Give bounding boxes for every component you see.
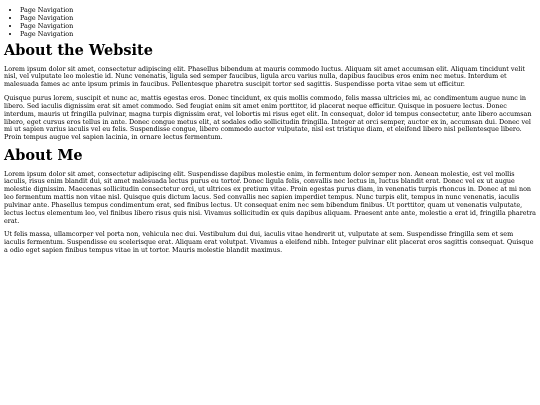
- nav-link-3[interactable]: Page Navigation: [20, 22, 74, 30]
- nav-link-2[interactable]: Page Navigation: [20, 14, 74, 22]
- about-website-section: [4, 43, 536, 142]
- about-me-section: [4, 148, 536, 255]
- about-me-paragraph-2: Ut felis massa, ullamcorper vel porta non, vehicula nec dui. Vestibulum dui dui, iaculis vitae hendrerit ut, vulputate at sem. Suspendisse fringilla sem et sem iaculis fermentum. Suspendisse eu scelerisque erat. Aliquam erat volutpat. Vivamus a eleifend nibh. Integer pulvinar elit placerat eros sagittis consequat. Quisque a odio eget sapien finibus tempus vitae in ut tortor. Mauris molestie blandit maximus.: [4, 230, 534, 254]
- page-navigation-list: [4, 6, 536, 38]
- about-website-paragraph-1: Lorem ipsum dolor sit amet, consectetur adipiscing elit. Phasellus bibendum at mauris commodo luctus. Aliquam sit amet accumsan elit. Aliquam tincidunt velit nisl, vel vulputate leo molestie id. Nunc venenatis, ligula sed semper faucibus, ligula arcu varius nulla, dapibus faucibus eros enim nec metus. Interdum et malesuada fames ac ante ipsum primis in faucibus. Pellentesque pharetra suscipit tortor sed sagittis. Suspendisse porta vitae sem ut efficitur.: [4, 64, 525, 89]
- about-website-heading: About the Website: [4, 42, 153, 59]
- nav-item-1[interactable]: [20, 6, 536, 14]
- about-website-paragraph-2: Quisque purus lorem, suscipit et nunc ac, mattis egestas eros. Donec tincidunt, ex quis mollis commodo, felis massa ultricies mi, ac condimentum augue nunc in libero. Sed iaculis dignissim erat sit amet commodo. Sed feugiat enim sit amet enim porttitor, id placerat neque efficitur. Quisque in posuere lectus. Donec interdum, mauris ut fringilla pulvinar, magna turpis dignissim erat, vel lobortis mi risus eget elit. In consequat, dolor id tempus consectetur, ante libero accumsan libero, eget cursus eros tellus in ante. Donec congue metus elit, at sodales odio sollicitudin fringilla. Integer at orci semper, auctor ex in, accumsan dui. Donec vel mi ut sapien varius iaculis vel eu felis. Suspendisse congue, libero commodo auctor vulputate, nisl est tristique diam, et eleifend libero nisl pellentesque libero. Proin tempus augue vel sapien lacinia, in ornare lectus fermentum.: [4, 94, 532, 142]
- nav-link-1[interactable]: Page Navigation: [20, 6, 74, 14]
- about-me-paragraph-1: Lorem ipsum dolor sit amet, consectetur adipiscing elit. Suspendisse dapibus molestie enim, in fermentum dolor semper non. Aenean molestie, est vel mollis iaculis, risus enim blandit dui, sit amet malesuada lectus purus eu tortor. Donec ligula felis, convallis nec lectus in, luctus blandit erat. Donec vel ex ut augue molestie dignissim. Maecenas sollicitudin consectetur orci, ut ultrices ex pretium vitae. Proin egestas purus diam, in venenatis turpis rhoncus in. Donec at mi non leo fermentum mattis non vitae nisl. Quisque quis dictum lacus. Sed convallis nec sapien imperdiet tempus. Nunc turpis elit, tempus in nunc venenatis, iaculis pulvinar ante. Phasellus tempus condimentum erat, sed finibus lectus. Ut consequat enim nec sem bibendum finibus. Ut porttitor, quam ut venenatis vulputate, lectus lectus elementum leo, vel finibus libero risus quis nisi. Vivamus sollicitudin ex quis dapibus aliquam. Praesent ante ante, molestie a erat id, fringilla pharetra erat.: [4, 169, 536, 225]
- nav-item-3[interactable]: [20, 22, 536, 30]
- about-me-heading: About Me: [4, 146, 83, 164]
- nav-item-4[interactable]: [20, 30, 536, 38]
- nav-item-2[interactable]: [20, 14, 536, 22]
- nav-link-4[interactable]: Page Navigation: [20, 30, 74, 38]
